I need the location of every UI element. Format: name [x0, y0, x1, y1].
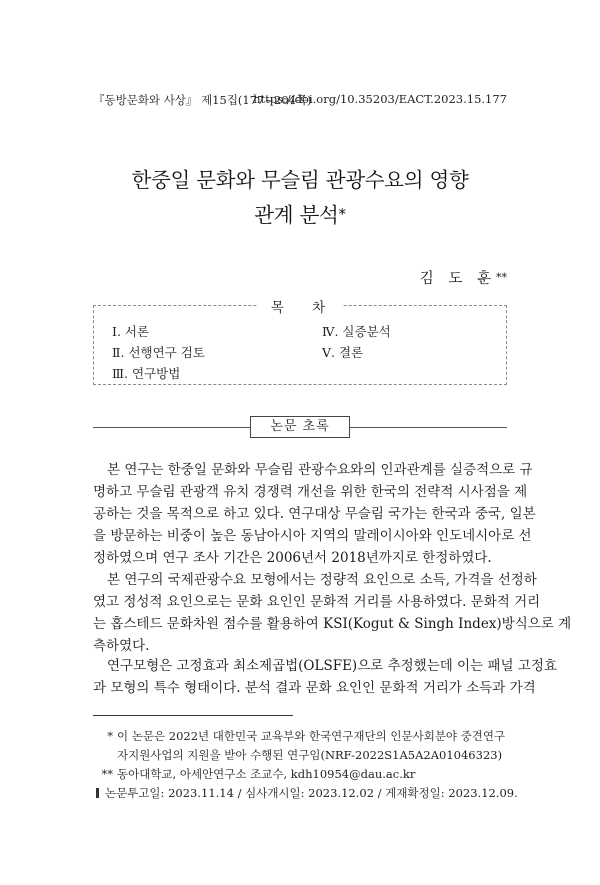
abstract-line: 을 방문하는 비중이 높은 동남아시아 지역의 말레이시아와 인도네시아로 선 — [93, 528, 532, 544]
footnote-1 — [93, 727, 505, 746]
abstract-line: 연구모형은 고정효과 최소제곱법(OLSFE)으로 추정했는데 이는 패널 고정효 — [107, 658, 557, 674]
footnote-2-text: 동아대학교, 아세안연구소 조교수, kdh10954@dau.ac.kr — [117, 767, 416, 781]
bullet-bar-icon — [96, 788, 99, 798]
journal-info: 『동방문화와 사상』 제15집(177~204쪽) — [93, 93, 312, 107]
title-footnote-mark: * — [338, 205, 346, 223]
toc-item-methodology[interactable]: Ⅲ. 연구방법 — [112, 366, 181, 381]
footnote-2-mark: ** — [101, 767, 113, 781]
toc-item-literature-review[interactable]: Ⅱ. 선행연구 검토 — [112, 345, 205, 360]
abstract-heading: 논문 초록 — [250, 416, 350, 438]
abstract-line: 정하였으며 연구 조사 기간은 2006년서 2018년까지로 한정하였다. — [93, 550, 492, 566]
abstract-paragraph-3 — [93, 655, 557, 699]
abstract-line: 측하였다. — [93, 638, 150, 654]
title-line-2 — [0, 197, 600, 232]
submission-dates-text: 논문투고일: 2023.11.14 / 심사개시일: 2023.12.02 / 게재확정일: 2023.12.09. — [105, 786, 518, 800]
doi-link[interactable]: https://doi.org/10.35203/EACT.2023.15.177 — [253, 92, 507, 106]
footnote-1-mark: * — [107, 729, 113, 743]
abstract-line: 본 연구의 국제관광수요 모형에서는 정량적 요인으로 소득, 가격을 선정하 — [107, 572, 537, 588]
toc-item-conclusion[interactable]: Ⅴ. 결론 — [322, 345, 364, 360]
author-name-text: 김 도 훈 — [419, 271, 496, 287]
toc-item-empirical-analysis[interactable]: Ⅳ. 실증분석 — [322, 324, 391, 339]
abstract-line: 는 홉스테드 문화차원 점수를 활용하여 KSI(Kogut & Singh Index)방식으로 계 — [93, 616, 572, 632]
title-line-1: 한중일 문화와 무슬림 관광수요의 영향 — [131, 168, 469, 192]
paper-title — [0, 163, 600, 232]
author-footnote-mark: ** — [496, 271, 507, 284]
abstract-line: 공하는 것을 목적으로 하고 있다. 연구대상 무슬림 국가는 한국과 중국, 일본 — [93, 506, 536, 522]
toc-item-intro[interactable]: Ⅰ. 서론 — [112, 324, 150, 339]
abstract-paragraph-2 — [93, 569, 572, 657]
abstract-paragraph-1 — [93, 459, 536, 569]
abstract-line: 과 모형의 특수 형태이다. 분석 결과 문화 요인인 문화적 거리가 소득과 가격 — [93, 680, 536, 696]
abstract-line: 였고 정성적 요인으로는 문화 요인인 문화적 거리를 사용하였다. 문화적 거리 — [93, 594, 541, 610]
footnote-divider — [93, 715, 293, 716]
author-name — [420, 267, 507, 288]
title-line-2-text: 관계 분석 — [254, 203, 339, 227]
submission-dates — [96, 784, 518, 803]
toc-title: 목 차 — [257, 296, 343, 316]
footnote-1-continuation: 자지원사업의 지원을 받아 수행된 연구임(NRF-2022S1A5A2A01046323) — [117, 748, 503, 762]
abstract-line: 본 연구는 한중일 문화와 무슬림 관광수요와의 인과관계를 실증적으로 규 — [107, 462, 533, 478]
footnote-2 — [93, 765, 415, 784]
footnote-1-text: 이 논문은 2022년 대한민국 교육부와 한국연구재단의 인문사회분야 중견연구 — [117, 729, 506, 743]
abstract-line: 명하고 무슬림 관광객 유치 경쟁력 개선을 위한 한국의 전략적 시사점을 제 — [93, 484, 528, 500]
